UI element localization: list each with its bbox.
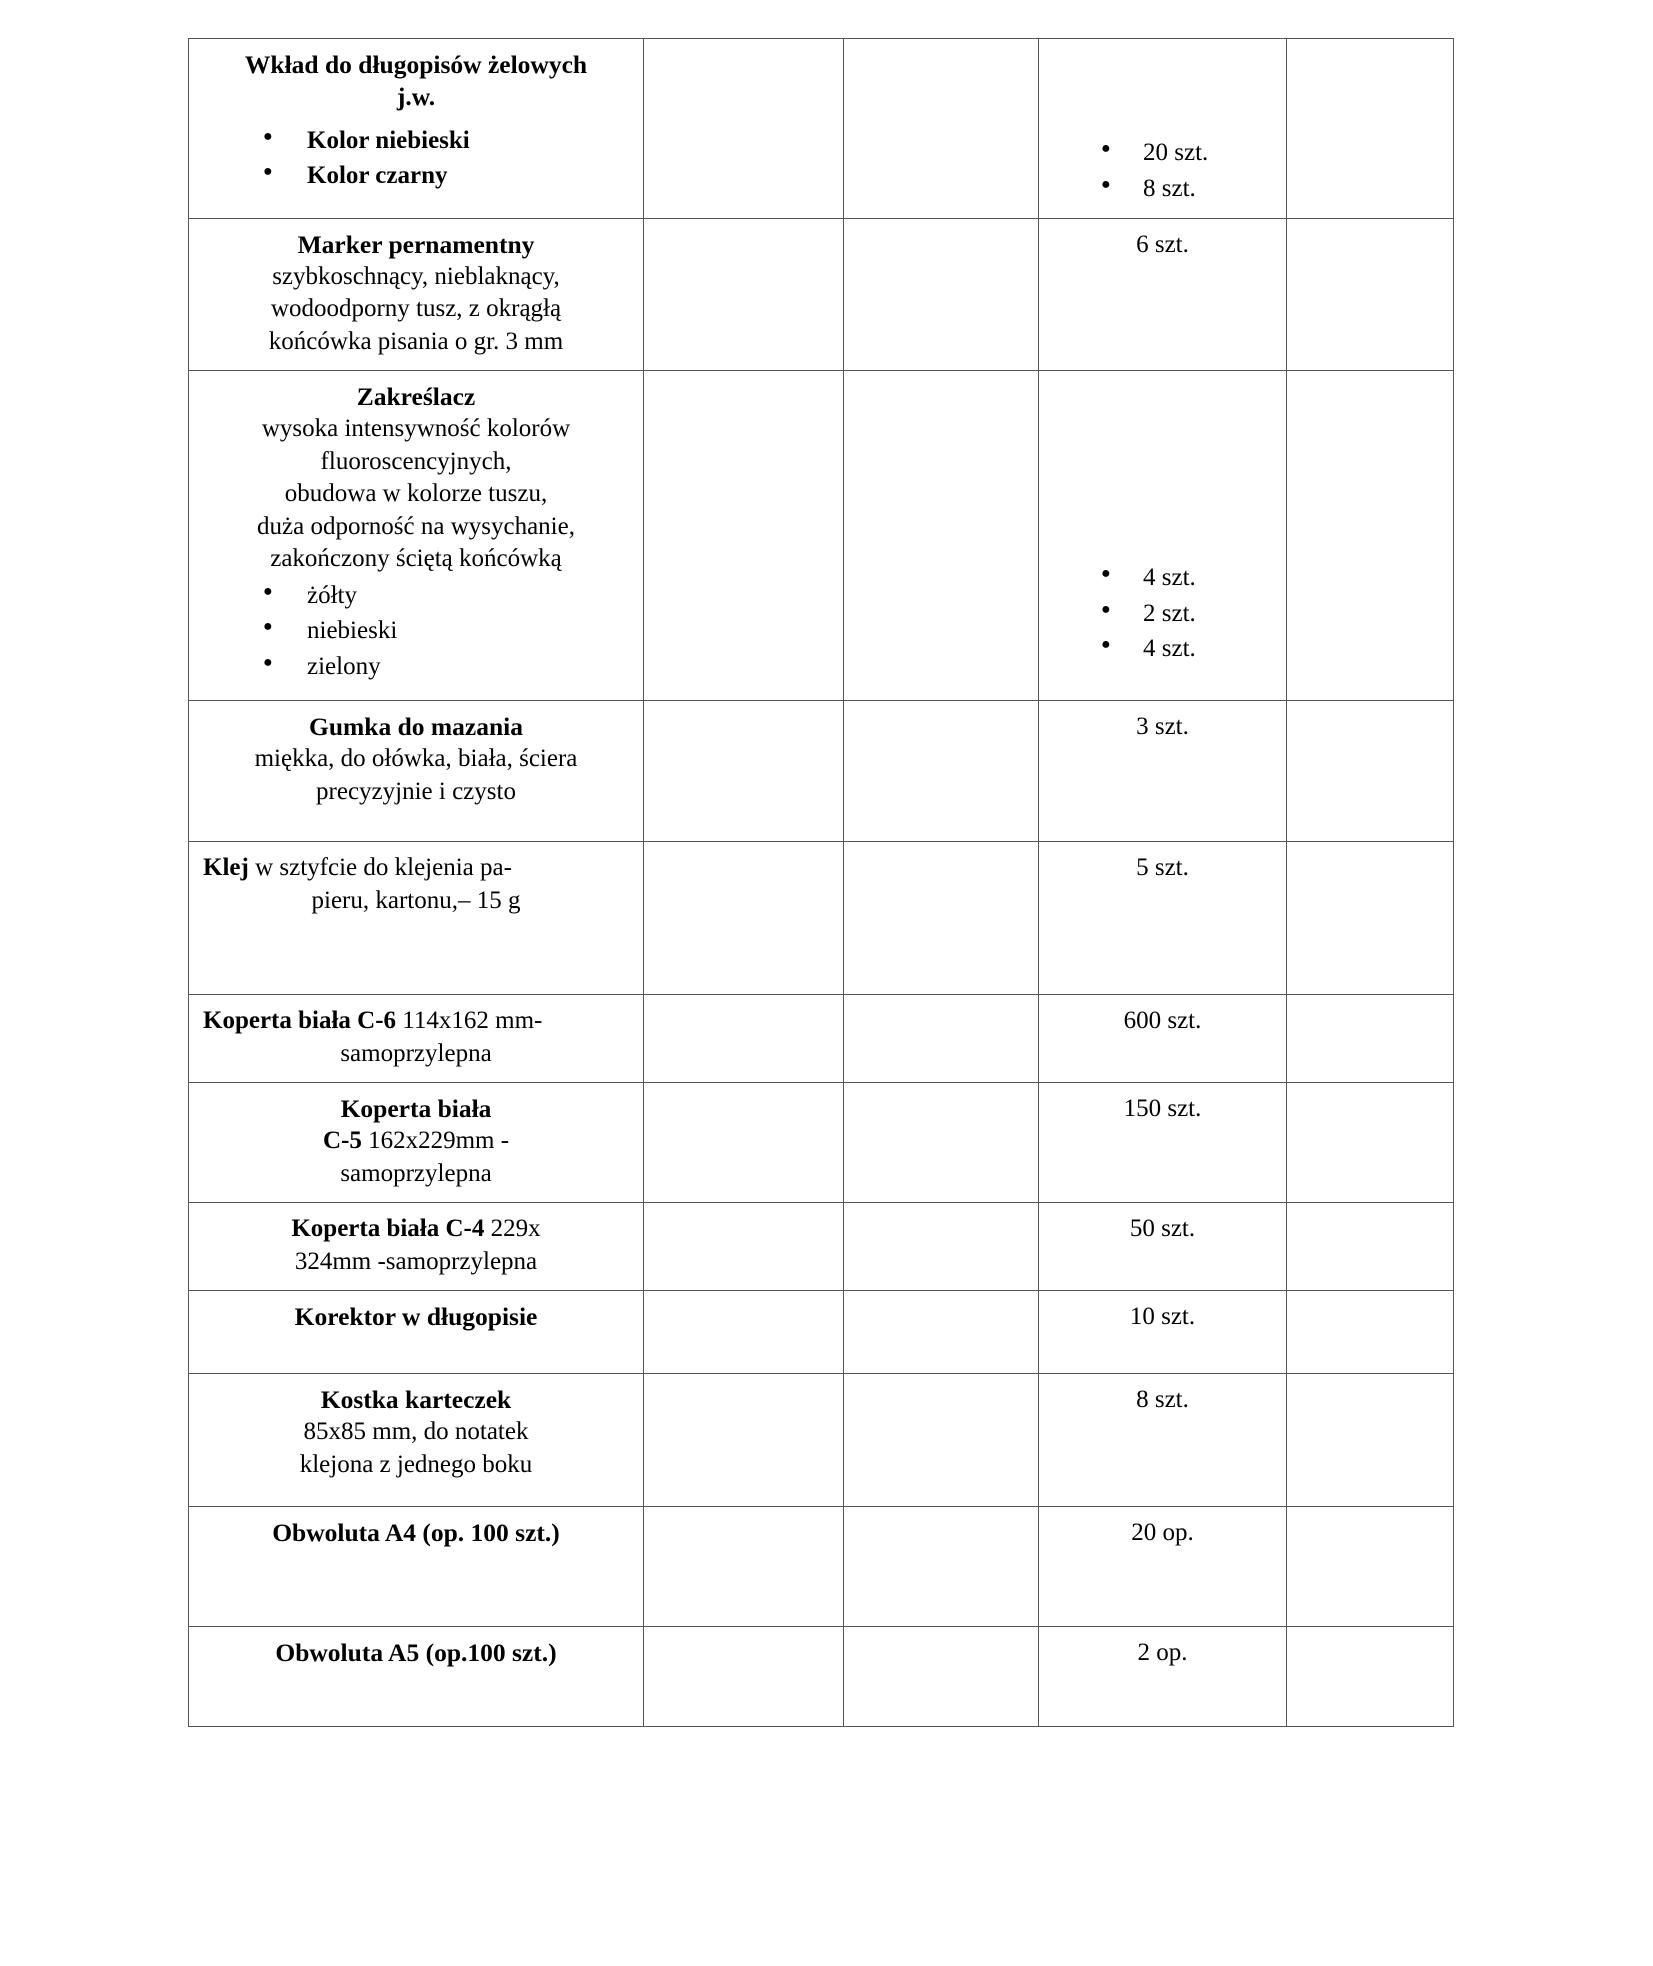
- cell-e-value: [1287, 1374, 1453, 1396]
- cell-description: [189, 1291, 644, 1374]
- cell-column-e[interactable]: [1287, 39, 1454, 219]
- item-title-rest: w sztyfcie do klejenia pa-: [248, 854, 512, 882]
- cell-b-value: [644, 701, 843, 723]
- list-item: ● Kolor czarny: [263, 158, 629, 194]
- item-title: Wkład do długopisów żelowych: [244, 50, 588, 79]
- list-item: ● 4 szt.: [1101, 560, 1272, 596]
- cell-column-e[interactable]: [1287, 1374, 1454, 1507]
- cell-description: [189, 701, 644, 842]
- cell-c-value: [844, 1291, 1038, 1313]
- cell-column-b[interactable]: [644, 1627, 844, 1727]
- item-title: [203, 1005, 629, 1038]
- cell-c-value: [844, 1507, 1038, 1529]
- item-desc-line: duża odporność na wysychanie,: [257, 512, 575, 540]
- quantity-value: 20 op.: [1131, 1519, 1194, 1547]
- table-row: [189, 371, 1454, 701]
- item-title: Korektor w długopisie: [294, 1302, 538, 1332]
- item-title-rest: 229x: [484, 1215, 541, 1243]
- item-title-bold: Klej: [203, 854, 249, 882]
- item-title: Kostka karteczek: [320, 1385, 512, 1415]
- cell-column-c[interactable]: [844, 1627, 1039, 1727]
- cell-description: [189, 995, 644, 1083]
- cell-column-c[interactable]: [844, 1291, 1039, 1374]
- item-desc-line: wysoka intensywność kolorów: [261, 415, 571, 443]
- cell-c-value: [844, 995, 1038, 1017]
- cell-column-c[interactable]: [844, 219, 1039, 371]
- cell-column-e[interactable]: [1287, 1507, 1454, 1627]
- cell-description: [189, 1627, 644, 1727]
- cell-e-value: [1287, 1203, 1453, 1225]
- quantity-value: 50 szt.: [1129, 1215, 1196, 1243]
- cell-quantity: [1039, 371, 1287, 701]
- quantity-value: 10 szt.: [1129, 1303, 1196, 1331]
- cell-e-value: [1287, 701, 1453, 723]
- cell-column-c[interactable]: [844, 842, 1039, 995]
- table-row: [189, 219, 1454, 371]
- cell-quantity: [1039, 1627, 1287, 1727]
- table-row: [189, 701, 1454, 842]
- table-row: [189, 842, 1454, 995]
- quantity-value: 600 szt.: [1123, 1007, 1202, 1035]
- cell-b-value: [644, 371, 843, 393]
- cell-b-value: [644, 1083, 843, 1105]
- cell-quantity: [1039, 1203, 1287, 1291]
- quantity-list: [1053, 135, 1272, 206]
- cell-quantity: [1039, 701, 1287, 842]
- list-item: ● zielony: [263, 649, 629, 685]
- cell-b-value: [644, 39, 843, 61]
- cell-column-c[interactable]: [844, 995, 1039, 1083]
- item-variants: [203, 123, 629, 194]
- cell-description: [189, 1374, 644, 1507]
- cell-column-b[interactable]: [644, 701, 844, 842]
- item-desc-line: samoprzylepna: [340, 1159, 492, 1187]
- cell-c-value: [844, 1083, 1038, 1105]
- cell-c-value: [844, 701, 1038, 723]
- cell-e-value: [1287, 39, 1453, 61]
- cell-e-value: [1287, 1291, 1453, 1313]
- item-desc-line: fluoroscencyjnych,: [320, 447, 512, 475]
- cell-column-e[interactable]: [1287, 219, 1454, 371]
- item-title-second-line: j.w.: [396, 81, 436, 111]
- list-item: ● 2 szt.: [1101, 596, 1272, 632]
- cell-column-b[interactable]: [644, 1083, 844, 1203]
- cell-b-value: [644, 995, 843, 1017]
- cell-column-b[interactable]: [644, 1291, 844, 1374]
- cell-b-value: [644, 1374, 843, 1396]
- list-item: ● 20 szt.: [1101, 135, 1272, 171]
- item-desc-line: 324mm -samoprzylepna: [294, 1247, 538, 1275]
- cell-description: [189, 842, 644, 995]
- item-title-rest: 114x162 mm-: [396, 1007, 543, 1035]
- quantity-value: 150 szt.: [1123, 1095, 1202, 1123]
- cell-c-value: [844, 1374, 1038, 1396]
- cell-c-value: [844, 1203, 1038, 1225]
- cell-quantity: [1039, 1374, 1287, 1507]
- table-row: [189, 1083, 1454, 1203]
- cell-quantity: [1039, 39, 1287, 219]
- cell-description: [189, 1083, 644, 1203]
- list-item: ● żółty: [263, 578, 629, 614]
- item-title: [203, 852, 629, 885]
- item-desc-line: pieru, kartonu,– 15 g: [311, 886, 521, 914]
- cell-column-c[interactable]: [844, 701, 1039, 842]
- cell-column-b[interactable]: [644, 842, 844, 995]
- table-row: [189, 1374, 1454, 1507]
- cell-column-e[interactable]: [1287, 1627, 1454, 1727]
- cell-column-c[interactable]: [844, 1374, 1039, 1507]
- cell-description: [189, 1507, 644, 1627]
- table-row: [189, 1627, 1454, 1727]
- item-desc-line: szybkoschnący, nieblaknący,: [272, 262, 560, 290]
- cell-c-value: [844, 39, 1038, 61]
- cell-e-value: [1287, 1507, 1453, 1529]
- cell-column-b[interactable]: [644, 995, 844, 1083]
- item-size-code: C-5: [322, 1127, 362, 1155]
- item-size-text: 162x229mm -: [361, 1127, 510, 1155]
- item-desc-line: końcówka pisania o gr. 3 mm: [268, 327, 564, 355]
- cell-column-e[interactable]: [1287, 1083, 1454, 1203]
- list-item: ● Kolor niebieski: [263, 123, 629, 159]
- quantity-value: 6 szt.: [1136, 231, 1189, 258]
- cell-column-e[interactable]: [1287, 1203, 1454, 1291]
- table-row: [189, 1291, 1454, 1374]
- quantity-list: [1053, 560, 1272, 667]
- cell-c-value: [844, 1627, 1038, 1649]
- cell-e-value: [1287, 1083, 1453, 1105]
- cell-column-e[interactable]: [1287, 995, 1454, 1083]
- item-desc-line: obudowa w kolorze tuszu,: [284, 480, 548, 508]
- table-row: [189, 1507, 1454, 1627]
- cell-quantity: [1039, 1507, 1287, 1627]
- cell-e-value: [1287, 842, 1453, 864]
- item-desc-line: 85x85 mm, do notatek: [303, 1418, 529, 1446]
- cell-description: [189, 1203, 644, 1291]
- cell-column-b[interactable]: [644, 371, 844, 701]
- item-title: Obwoluta A4 (op. 100 szt.): [272, 1518, 560, 1548]
- item-desc-line: zakończony ściętą końcówką: [270, 545, 562, 573]
- cell-column-b[interactable]: [644, 1203, 844, 1291]
- list-item: ● niebieski: [263, 613, 629, 649]
- table-row: [189, 1203, 1454, 1291]
- cell-b-value: [644, 842, 843, 864]
- table-row: [189, 995, 1454, 1083]
- cell-column-b[interactable]: [644, 1507, 844, 1627]
- cell-b-value: [644, 1627, 843, 1649]
- item-title: Zakreślacz: [356, 382, 476, 412]
- cell-column-b[interactable]: [644, 219, 844, 371]
- item-variants: [203, 578, 629, 685]
- item-desc-line: klejona z jednego boku: [299, 1450, 533, 1478]
- cell-column-b[interactable]: [644, 1374, 844, 1507]
- cell-column-e[interactable]: [1287, 842, 1454, 995]
- cell-column-c[interactable]: [844, 371, 1039, 701]
- cell-e-value: [1287, 219, 1453, 241]
- item-title: Marker pernamentny: [297, 230, 535, 259]
- cell-description: [189, 371, 644, 701]
- cell-quantity: [1039, 842, 1287, 995]
- item-title: [203, 1213, 629, 1246]
- item-title-bold: Koperta biała C-6: [203, 1007, 397, 1035]
- quantity-value: 5 szt.: [1136, 854, 1189, 882]
- cell-column-c[interactable]: [844, 1507, 1039, 1627]
- cell-c-value: [844, 842, 1038, 864]
- cell-description: [189, 219, 644, 371]
- cell-description: [189, 39, 644, 219]
- item-desc-line: [203, 1125, 629, 1158]
- quantity-value: 8 szt.: [1136, 1386, 1189, 1414]
- cell-column-e[interactable]: [1287, 371, 1454, 701]
- cell-e-value: [1287, 995, 1453, 1017]
- list-item: ● 8 szt.: [1101, 171, 1272, 207]
- item-desc-line: samoprzylepna: [340, 1039, 492, 1067]
- cell-e-value: [1287, 371, 1453, 393]
- item-title: Gumka do mazania: [309, 712, 523, 742]
- list-item: ● 4 szt.: [1101, 631, 1272, 667]
- cell-e-value: [1287, 1627, 1453, 1649]
- cell-quantity: [1039, 1083, 1287, 1203]
- cell-column-b[interactable]: [644, 39, 844, 219]
- item-title-bold: Koperta biała C-4: [291, 1215, 485, 1243]
- cell-column-e[interactable]: [1287, 701, 1454, 842]
- item-title: Obwoluta A5 (op.100 szt.): [275, 1638, 557, 1668]
- quantity-value: 2 op.: [1137, 1639, 1188, 1667]
- cell-b-value: [644, 1507, 843, 1529]
- table-row: [189, 39, 1454, 219]
- cell-column-e[interactable]: [1287, 1291, 1454, 1374]
- cell-column-c[interactable]: [844, 1203, 1039, 1291]
- item-title: Koperta biała: [340, 1094, 492, 1124]
- cell-quantity: [1039, 1291, 1287, 1374]
- item-desc-line: precyzyjnie i czysto: [316, 777, 516, 805]
- cell-b-value: [644, 1291, 843, 1313]
- cell-c-value: [844, 371, 1038, 393]
- cell-c-value: [844, 219, 1038, 241]
- cell-quantity: [1039, 219, 1287, 371]
- cell-column-c[interactable]: [844, 39, 1039, 219]
- quantity-value: 3 szt.: [1136, 713, 1189, 741]
- cell-b-value: [644, 1203, 843, 1225]
- cell-quantity: [1039, 995, 1287, 1083]
- items-table: [188, 38, 1454, 1727]
- cell-b-value: [644, 219, 843, 241]
- cell-column-c[interactable]: [844, 1083, 1039, 1203]
- item-desc-line: wodoodporny tusz, z okrągłą: [270, 295, 562, 323]
- item-desc-line: miękka, do ołówka, biała, ściera: [254, 745, 578, 773]
